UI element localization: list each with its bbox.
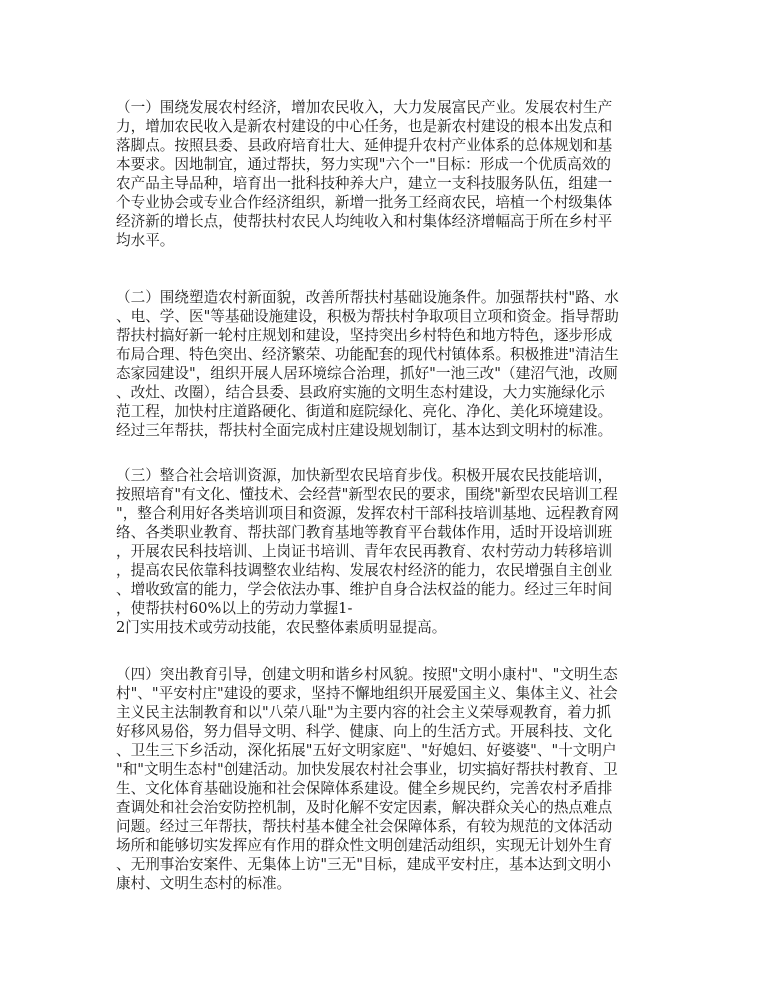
paragraph-line: 村"、"平安村庄"建设的要求，坚持不懈地组织开展爱国主义、集体主义、社会 — [116, 685, 618, 702]
paragraph-line: "和"文明生态村"创建活动。加快发展农村社会事业，切实搞好帮扶村教育、卫 — [116, 761, 618, 778]
paragraph-line: 经济新的增长点，使帮扶村农民人均纯收入和村集体经济增幅高于所在乡村平 — [116, 213, 613, 230]
paragraph-line: （三）整合社会培训资源，加快新型农民培育步伐。积极开展农民技能培训， — [116, 467, 613, 484]
paragraph-line: 、电、学、医"等基础设施建设，积极为帮扶村争取项目立项和资金。指导帮助 — [116, 308, 619, 325]
paragraph-line: 、改灶、改圈），结合县委、县政府实施的文明生态村建设，大力实施绿化示 — [116, 384, 605, 401]
paragraph-line: 场所和能够切实发挥应有作用的群众性文明创建活动组织，实现无计划外生育 — [116, 837, 613, 854]
paragraph-line: 按照培育"有文化、懂技术、会经营"新型农民的要求，围绕"新型农民培训工程 — [116, 486, 618, 503]
paragraph-line: 好移风易俗，努力倡导文明、科学、健康、向上的生活方式。开展科技、文化 — [116, 723, 613, 740]
paragraph-line: 、无刑事治安案件、无集体上访"三无"目标，建成平安村庄，基本达到文明小 — [116, 856, 612, 873]
paragraph-line: 查调处和社会治安防控机制，及时化解不安定因素，解决群众关心的热点难点 — [116, 799, 613, 816]
paragraph-line: 落脚点。按照县委、县政府培育壮大、延伸提升农村产业体系的总体规划和基 — [116, 137, 613, 154]
paragraph-line: ，使帮扶村60%以上的劳动力掌握1- — [116, 600, 353, 617]
paragraph-line: 农产品主导品种，培育出一批科技种养大户，建立一支科技服务队伍，组建一 — [116, 175, 613, 192]
paragraph-line: 络、各类职业教育、帮扶部门教育基地等教育平台载体作用，适时开设培训班 — [116, 524, 613, 541]
paragraph-training — [116, 466, 664, 637]
paragraph-line: 主义民主法制教育和以"八荣八耻"为主要内容的社会主义荣辱观教育，着力抓 — [116, 704, 612, 721]
paragraph-line: 布局合理、特色突出、经济繁荣、功能配套的现代村镇体系。积极推进"清洁生 — [116, 346, 619, 363]
paragraph-line: 范工程，加快村庄道路硬化、街道和庭院绿化、亮化、净化、美化环境建设。 — [116, 403, 613, 420]
paragraph-line: （二）围绕塑造农村新面貌，改善所帮扶村基础设施条件。加强帮扶村"路、水 — [116, 289, 619, 306]
paragraph-line: 2门实用技术或劳动技能，农民整体素质明显提高。 — [116, 619, 447, 636]
paragraph-line: ，提高农民依靠科技调整农业结构、发展农村经济的能力，农民增强自主创业 — [116, 562, 613, 579]
paragraph-line: 均水平。 — [116, 232, 175, 249]
paragraph-line: 问题。经过三年帮扶，帮扶村基本健全社会保障体系，有较为规范的文体活动 — [116, 818, 613, 835]
paragraph-line: 康村、文明生态村的标准。 — [116, 875, 292, 892]
paragraph-line: 、卫生三下乡活动，深化拓展"五好文明家庭"、"好媳妇、好婆婆"、"十文明户 — [116, 742, 617, 759]
paragraph-economy — [116, 98, 664, 250]
paragraph-line: 帮扶村搞好新一轮村庄规划和建设，坚持突出乡村特色和地方特色，逐步形成 — [116, 327, 613, 344]
paragraph-line: 经过三年帮扶，帮扶村全面完成村庄建设规划制订，基本达到文明村的标准。 — [116, 422, 613, 439]
paragraph-line: 个专业协会或专业合作经济组织，新增一批务工经商农民，培植一个村级集体 — [116, 194, 613, 211]
paragraph-line: 力，增加农民收入是新农村建设的中心任务，也是新农村建设的根本出发点和 — [116, 118, 613, 135]
paragraph-line: 、增收致富的能力，学会依法办事、维护自身合法权益的能力。经过三年时间 — [116, 581, 613, 598]
paragraph-village-appearance — [116, 288, 664, 440]
paragraph-line: 生、文化体育基础设施和社会保障体系建设。健全乡规民约，完善农村矛盾排 — [116, 780, 613, 797]
paragraph-line: （四）突出教育引导，创建文明和谐乡村风貌。按照"文明小康村"、"文明生态 — [116, 666, 618, 683]
paragraph-line: （一）围绕发展农村经济，增加农民收入，大力发展富民产业。发展农村生产 — [116, 99, 613, 116]
paragraph-line: ，开展农民科技培训、上岗证书培训、青年农民再教育、农村劳动力转移培训 — [116, 543, 613, 560]
paragraph-line: 态家园建设"，组织开展人居环境综合治理，抓好"一池三改"（建沼气池，改厕 — [116, 365, 618, 382]
paragraph-line: 本要求。因地制宜，通过帮扶，努力实现"六个一"目标：形成一个优质高效的 — [116, 156, 612, 173]
paragraph-line: "，整合利用好各类培训项目和资源，发挥农村干部科技培训基地、远程教育网 — [116, 505, 619, 522]
paragraph-civilization — [116, 665, 664, 893]
